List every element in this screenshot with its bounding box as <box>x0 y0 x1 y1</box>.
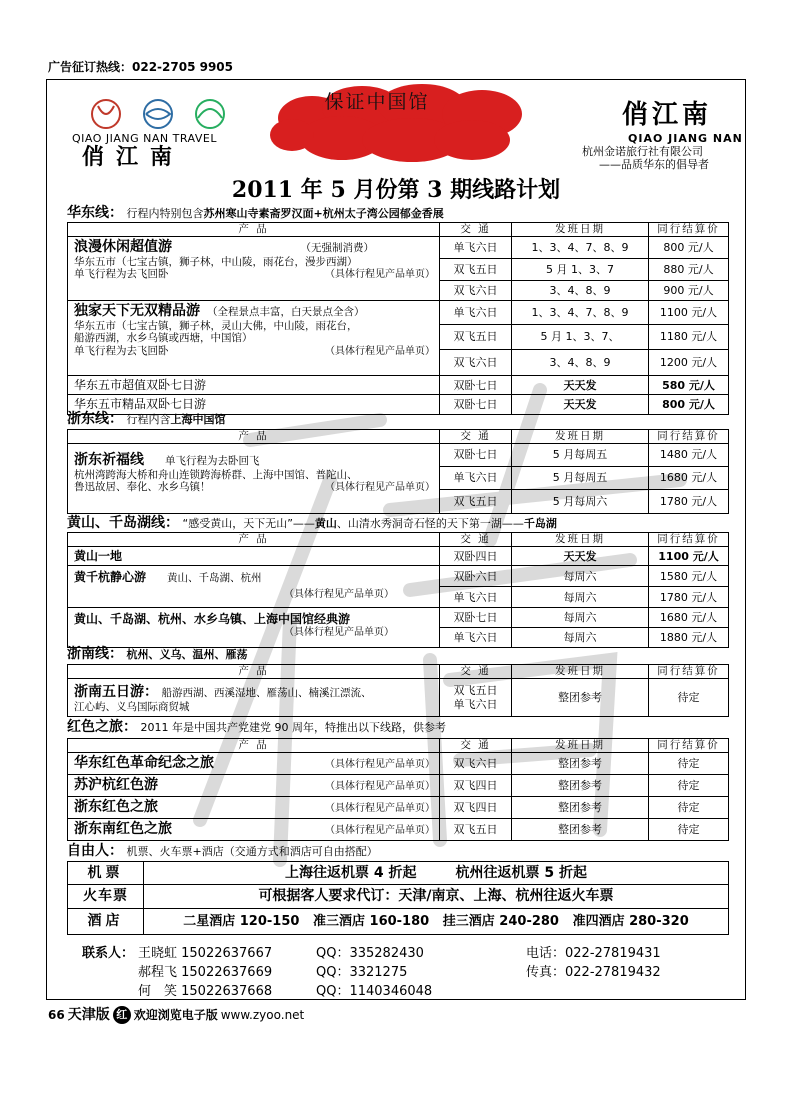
product-tag: （全程景点丰富，白天景点全含） <box>207 306 365 318</box>
section-name: 华东线： <box>67 205 123 221</box>
zhedong-table <box>67 429 729 514</box>
product-name: 浙南五日游： <box>74 684 158 700</box>
dates-cell: 每周六 <box>512 608 649 628</box>
table-row <box>68 679 729 717</box>
dates-cell: 天天发 <box>512 395 649 414</box>
section-note: 、山清水秀洞奇石怪的天下第一湖—— <box>336 517 524 530</box>
page-title: 2011 年 5 月份第 3 期线路计划 <box>231 177 561 203</box>
header-transport: 交 通 <box>440 223 512 237</box>
product-cell <box>68 237 440 301</box>
product-detail: （具体行程见产品单页） <box>325 781 435 792</box>
zhenan-table <box>67 664 729 717</box>
header-transport: 交 通 <box>440 665 512 679</box>
transport-line: 单飞六日 <box>453 697 498 711</box>
table-row <box>68 885 729 909</box>
product-desc: 黄山、千岛湖、杭州 <box>167 572 262 585</box>
product-detail: （具体行程见产品单页） <box>325 825 435 836</box>
price-cell: 580 元/人 <box>649 376 729 395</box>
transport-cell: 双卧七日 <box>440 444 512 467</box>
price-cell: 880 元/人 <box>649 259 729 281</box>
transport-cell: 双飞六日 <box>440 281 512 301</box>
header-transport: 交 通 <box>440 739 512 753</box>
price-cell: 待定 <box>649 753 729 775</box>
product-desc: 鲁迅故居、奉化、水乡乌镇！ <box>74 481 211 494</box>
header-dates: 发班日期 <box>512 533 649 547</box>
contact-qq: QQ：1140346048 <box>316 983 433 999</box>
free-table <box>67 861 729 935</box>
product-name: 黄山、千岛湖、杭州、水乡乌镇、上海中国馆经典游 <box>74 612 351 627</box>
dates-cell: 5 月每周五 <box>512 467 649 490</box>
product-name: 浪漫休闲超值游 <box>74 239 172 255</box>
section-note: 机票、火车票+酒店（交通方式和酒店可自由搭配） <box>126 845 378 858</box>
row-label: 酒店 <box>68 909 144 935</box>
header-dates: 发班日期 <box>512 739 649 753</box>
hotel-price: 二星酒店 120-150 <box>183 913 300 929</box>
table-header-row <box>68 739 729 753</box>
contact-row <box>82 944 732 963</box>
product-cell <box>68 566 440 608</box>
brand-name-en: QIAO JIANG NAN TRAVEL <box>72 132 217 145</box>
product-cell <box>68 797 440 819</box>
transport-cell: 双卧六日 <box>440 566 512 587</box>
dates-cell: 整团参考 <box>512 775 649 797</box>
contact-name-phone: 王晓虹 15022637667 <box>138 945 273 961</box>
table-row <box>68 547 729 566</box>
product-detail: （具体行程见产品单页） <box>325 803 435 814</box>
price-cell: 1100 元/人 <box>649 547 729 566</box>
table-row <box>68 376 729 395</box>
table-header-row <box>68 430 729 444</box>
dates-cell: 每周六 <box>512 628 649 648</box>
section-note: 行程内含 <box>126 413 171 426</box>
product-name: 黄千杭静心游 <box>74 570 147 585</box>
product-cell <box>68 775 440 797</box>
table-row <box>68 819 729 841</box>
product-desc: 单飞行程为去飞回卧 <box>74 268 169 281</box>
product-name: 华东五市超值双卧七日游 <box>68 376 440 395</box>
transport-cell: 双飞四日 <box>440 775 512 797</box>
product-name: 独家天下无双精品游 <box>74 303 200 319</box>
header-dates: 发班日期 <box>512 665 649 679</box>
price-cell: 1880 元/人 <box>649 628 729 648</box>
product-detail: （具体行程见产品单页） <box>325 269 435 281</box>
huadong-table <box>67 222 729 415</box>
contact-extra: 电话：022-27819431 <box>526 945 661 961</box>
section-name: 自由人： <box>67 843 123 859</box>
header-transport: 交 通 <box>440 430 512 444</box>
header-dates: 发班日期 <box>512 223 649 237</box>
table-row <box>68 301 729 325</box>
product-detail: （具体行程见产品单页） <box>325 482 435 494</box>
contact-name-phone: 何 笑 15022637668 <box>138 983 273 999</box>
price-cell: 待定 <box>649 775 729 797</box>
table-row <box>68 753 729 775</box>
contact-qq: QQ：3321275 <box>316 964 408 980</box>
header-product: 产 品 <box>68 739 440 753</box>
table-row <box>68 797 729 819</box>
transport-line: 双飞五日 <box>453 684 498 698</box>
row-value: 可根据客人要求代订：天津/南京、上海、杭州往返火车票 <box>144 885 729 909</box>
product-desc: 华东五市（七宝古镇，狮子林，灵山大佛，中山陵，雨花台， <box>74 319 358 332</box>
section-name: 浙东线： <box>67 411 123 427</box>
product-cell <box>68 444 440 514</box>
product-name: 浙东南红色之旅 <box>74 821 172 837</box>
section-note-bold: 杭州、义乌、温州、雁荡 <box>126 648 248 661</box>
price-cell: 1680 元/人 <box>649 467 729 490</box>
product-desc: 杭州湾跨海大桥和舟山连锁跨海桥群、上海中国馆、普陀山、 <box>74 468 358 481</box>
product-cell <box>68 679 440 717</box>
transport-cell: 双卧七日 <box>440 376 512 395</box>
price-cell: 1480 元/人 <box>649 444 729 467</box>
transport-cell: 单飞六日 <box>440 301 512 325</box>
product-desc: 单飞行程为去飞回卧 <box>74 344 169 357</box>
header-dates: 发班日期 <box>512 430 649 444</box>
product-desc: 华东五市（七宝古镇，狮子林，中山陵，雨花台，漫步西湖） <box>74 255 358 268</box>
price-cell: 800 元/人 <box>649 237 729 259</box>
product-cell <box>68 301 440 376</box>
brand-name-cn: 俏江南 <box>82 144 185 170</box>
product-name: 浙东红色之旅 <box>74 799 158 815</box>
dates-cell: 1、3、4、7、8、9 <box>512 237 649 259</box>
product-detail: （具体行程见产品单页） <box>325 759 435 770</box>
contact-extra: 传真：022-27819432 <box>526 964 661 980</box>
transport-cell: 双卧七日 <box>440 395 512 414</box>
dates-cell: 天天发 <box>512 376 649 395</box>
transport-cell: 双飞五日 <box>440 259 512 281</box>
header-transport: 交 通 <box>440 533 512 547</box>
price-cell: 1100 元/人 <box>649 301 729 325</box>
dates-cell: 3、4、8、9 <box>512 350 649 376</box>
transport-cell: 单飞六日 <box>440 237 512 259</box>
ad-hotline: 广告征订热线：022-2705 9905 <box>48 60 234 74</box>
dates-cell: 整团参考 <box>512 753 649 775</box>
product-name: 黄山一地 <box>68 547 440 566</box>
section-red-heading <box>67 719 446 736</box>
price-cell: 900 元/人 <box>649 281 729 301</box>
dates-cell: 5 月每周五 <box>512 444 649 467</box>
product-detail: （具体行程见产品单页） <box>284 588 394 600</box>
transport-cell: 双飞五日 <box>440 490 512 514</box>
product-desc: 船游西湖、西溪湿地、雁荡山、楠溪江漂流、 <box>161 687 372 699</box>
dates-cell: 整团参考 <box>512 797 649 819</box>
header-price: 同行结算价 <box>649 665 729 679</box>
price-cell: 1680 元/人 <box>649 608 729 628</box>
header-price: 同行结算价 <box>649 223 729 237</box>
company-name: 杭州金诺旅行社有限公司 <box>582 145 703 158</box>
product-desc: 江心屿、义乌国际商贸城 <box>74 700 190 713</box>
transport-cell <box>440 679 512 717</box>
product-cell <box>68 608 440 648</box>
price-cell: 1780 元/人 <box>649 587 729 608</box>
contact-qq: QQ：335282430 <box>316 945 424 961</box>
table-row <box>68 566 729 587</box>
dates-cell: 每周六 <box>512 587 649 608</box>
header-product: 产 品 <box>68 430 440 444</box>
product-name: 苏沪杭红色游 <box>74 777 158 793</box>
transport-cell: 双卧七日 <box>440 608 512 628</box>
dates-cell: 整团参考 <box>512 819 649 841</box>
row-label: 机票 <box>68 862 144 885</box>
huangshan-table <box>67 532 729 648</box>
page-number: 66 <box>48 1007 65 1022</box>
product-desc: 船游西湖，水乡乌镇或西塘，中国馆） <box>74 332 253 345</box>
transport-cell: 单飞六日 <box>440 628 512 648</box>
transport-cell: 双飞五日 <box>440 819 512 841</box>
value-part: 上海往返机票 4 折起 <box>285 864 417 881</box>
transport-cell: 单飞六日 <box>440 467 512 490</box>
table-row <box>68 608 729 628</box>
section-note: 2011 年是中国共产党建党 90 周年，特推出以下线路，供参考 <box>140 721 446 734</box>
product-name: 浙东祈福线 <box>74 452 144 468</box>
section-huangshan-heading <box>67 515 557 532</box>
dates-cell: 天天发 <box>512 547 649 566</box>
product-tag: 单飞行程为去卧回飞 <box>164 455 260 467</box>
table-header-row <box>68 665 729 679</box>
page-footer <box>48 1006 304 1024</box>
section-name: 黄山、千岛湖线： <box>67 515 179 531</box>
contacts-label: 联系人： <box>82 945 135 961</box>
red-table <box>67 738 729 841</box>
right-logo-cn: 俏江南 <box>622 100 713 130</box>
transport-cell: 双飞四日 <box>440 797 512 819</box>
dates-cell: 5 月 1、3、7 <box>512 259 649 281</box>
transport-cell: 双卧四日 <box>440 547 512 566</box>
header-price: 同行结算价 <box>649 430 729 444</box>
header-product: 产 品 <box>68 665 440 679</box>
table-row <box>68 909 729 935</box>
dates-cell: 3、4、8、9 <box>512 281 649 301</box>
section-zhedong-heading <box>67 411 226 428</box>
row-value <box>144 862 729 885</box>
row-value <box>144 909 729 935</box>
dates-cell: 5 月 1、3、7、 <box>512 325 649 350</box>
section-note: 行程内特别包含 <box>126 207 204 220</box>
hotel-price: 挂三酒店 240-280 <box>442 913 559 929</box>
dates-cell: 1、3、4、7、8、9 <box>512 301 649 325</box>
table-row <box>68 444 729 467</box>
table-header-row <box>68 533 729 547</box>
price-cell: 1580 元/人 <box>649 566 729 587</box>
section-note-bold: 黄山 <box>314 517 337 530</box>
dates-cell: 整团参考 <box>512 679 649 717</box>
table-row <box>68 775 729 797</box>
product-name: 华东五市精品双卧七日游 <box>68 395 440 414</box>
price-cell: 1780 元/人 <box>649 490 729 514</box>
dates-cell: 每周六 <box>512 566 649 587</box>
footer-welcome: 欢迎浏览电子版 <box>133 1007 218 1022</box>
section-free-heading <box>67 843 378 860</box>
price-cell: 待定 <box>649 819 729 841</box>
dates-cell: 5 月每周六 <box>512 490 649 514</box>
right-logo-en: QIAO JIANG NAN <box>628 132 743 145</box>
price-cell: 待定 <box>649 797 729 819</box>
section-note-bold: 千岛湖 <box>523 517 557 530</box>
contact-row <box>82 982 732 1001</box>
section-zhenan-heading <box>67 646 248 663</box>
header-price: 同行结算价 <box>649 739 729 753</box>
price-cell: 1180 元/人 <box>649 325 729 350</box>
product-cell <box>68 819 440 841</box>
transport-cell: 双飞六日 <box>440 753 512 775</box>
section-note: “感受黄山，天下无山”—— <box>182 517 315 530</box>
product-tag: （无强制消费） <box>300 242 374 254</box>
banner-text: 保证中国馆 <box>324 91 430 113</box>
product-detail: （具体行程见产品单页） <box>325 345 435 357</box>
table-row <box>68 862 729 885</box>
section-huadong-heading <box>67 205 444 222</box>
section-note-bold: 苏州寒山寺素斋罗汉面+杭州太子湾公园郁金香展 <box>203 207 444 220</box>
contacts-block <box>82 944 732 1001</box>
header-product: 产 品 <box>68 533 440 547</box>
edition-label: 天津版 <box>67 1006 110 1023</box>
value-part: 杭州往返机票 5 折起 <box>455 864 587 881</box>
price-cell: 1200 元/人 <box>649 350 729 376</box>
company-slogan: ——品质华东的倡导者 <box>599 158 709 171</box>
row-label: 火车票 <box>68 885 144 909</box>
section-note-bold: 上海中国馆 <box>170 413 226 426</box>
price-cell: 800 元/人 <box>649 395 729 414</box>
section-name: 红色之旅： <box>67 719 137 735</box>
hotel-price: 准三酒店 160-180 <box>313 913 430 929</box>
header-product: 产 品 <box>68 223 440 237</box>
footer-url[interactable]: www.zyoo.net <box>220 1007 305 1022</box>
edition-badge-icon: 红 <box>113 1006 131 1024</box>
product-cell <box>68 753 440 775</box>
transport-cell: 双飞五日 <box>440 325 512 350</box>
table-header-row <box>68 223 729 237</box>
product-detail: （具体行程见产品单页） <box>284 626 394 638</box>
header-price: 同行结算价 <box>649 533 729 547</box>
transport-cell: 单飞六日 <box>440 587 512 608</box>
table-row <box>68 237 729 259</box>
contact-name-phone: 郝程飞 15022637669 <box>138 964 273 980</box>
contact-row <box>82 963 732 982</box>
product-name: 华东红色革命纪念之旅 <box>74 755 214 771</box>
section-name: 浙南线： <box>67 646 123 662</box>
hotel-price: 准四酒店 280-320 <box>572 913 689 929</box>
transport-cell: 双飞六日 <box>440 350 512 376</box>
price-cell: 待定 <box>649 679 729 717</box>
